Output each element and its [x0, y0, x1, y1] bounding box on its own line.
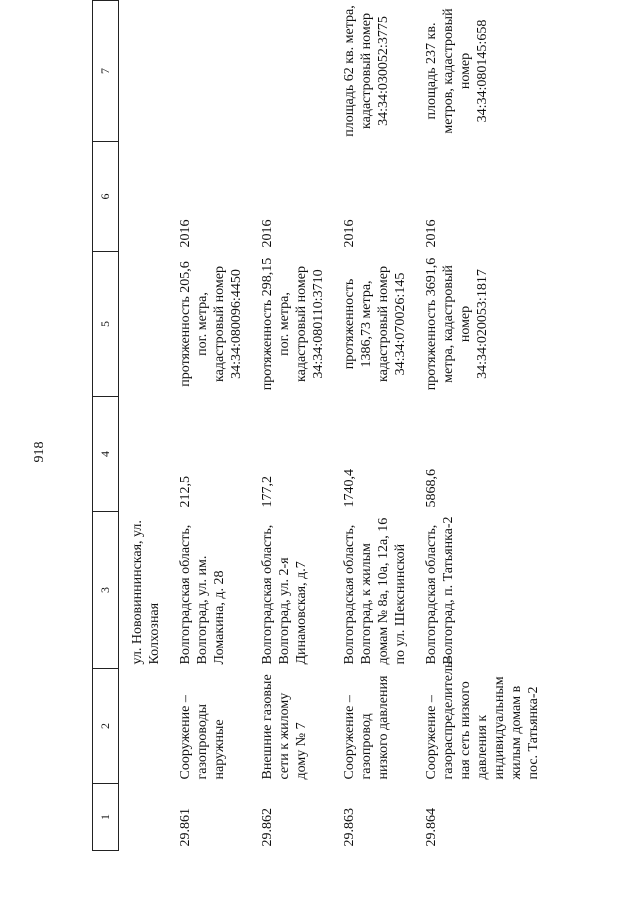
object-year: 2016 — [260, 219, 275, 248]
continuation-address: ул. Нововиннинская, ул. Колхозная — [130, 520, 162, 665]
row-number: 29.863 — [342, 808, 357, 847]
object-characteristics: протяженность 1386,73 метра, кадастровый номер 34:34:070026:145 — [342, 266, 408, 382]
row-number: 29.861 — [178, 808, 193, 847]
rotated-table-container — [92, 5, 541, 851]
object-characteristics: протяженность 3691,6 метра, кадастровый номер 34:34:020053:1817 — [424, 257, 490, 391]
object-name: Сооружение – газораспределитель-ная сеть низкого давления к индивидуальным жилым домам в пос. Татьянка-2 — [424, 656, 541, 780]
object-year: 2016 — [178, 219, 193, 248]
table-row — [255, 1, 337, 851]
object-address: Волгоградская область, Волгоград, п. Татьянка-2 — [424, 516, 456, 665]
column-header-4: 4 — [93, 397, 119, 512]
object-characteristics: протяженность 298,15 пог. метра, кадастровый номер 34:34:080110:3710 — [260, 257, 326, 391]
column-header-3: 3 — [93, 512, 119, 669]
page-number: 918 — [32, 441, 47, 463]
object-note — [255, 1, 337, 142]
table-row — [419, 1, 552, 851]
object-value: 1740,4 — [342, 469, 357, 508]
object-note: площадь 62 кв. метра, кадастровый номер 34:34:030052:3775 — [342, 5, 391, 137]
column-header-7: 7 — [93, 1, 119, 142]
column-header-2: 2 — [93, 669, 119, 784]
object-characteristics: протяженность 205,6 пог. метра, кадастровый номер 34:34:080096:4450 — [178, 261, 244, 387]
column-header-6: 6 — [93, 142, 119, 252]
object-address: Волгоградская область, Волгоград, к жилым домам № 8а, 10а, 12а, 16 по ул. Шекснинской — [342, 517, 408, 665]
object-note: площадь 237 кв. метров, кадастровый номер 34:34:080145:658 — [424, 8, 490, 134]
object-address: Волгоградская область, Волгоград, ул. 2-я Динамовская, д.7 — [260, 524, 309, 665]
row-number: 29.864 — [424, 808, 439, 847]
object-name: Внешние газовые сети к жилому дому № 7 — [260, 674, 309, 780]
column-header-5: 5 — [93, 252, 119, 397]
object-value: 5868,6 — [424, 469, 439, 508]
object-address: Волгоградская область, Волгоград, ул. им. Ломакина, д. 28 — [178, 524, 227, 665]
column-number-row — [93, 1, 119, 851]
table-row — [173, 1, 255, 851]
object-value: 212,5 — [178, 476, 193, 508]
object-name: Сооружение – газопроводы наружные — [178, 695, 227, 780]
object-value: 177,2 — [260, 476, 275, 508]
object-year: 2016 — [424, 219, 439, 248]
row-number: 29.862 — [260, 808, 275, 847]
object-name: Сооружение – газопровод низкого давления — [342, 675, 391, 780]
object-year: 2016 — [342, 219, 357, 248]
property-table — [92, 0, 552, 851]
column-header-1: 1 — [93, 784, 119, 851]
object-note — [173, 1, 255, 142]
table-row — [337, 1, 419, 851]
continuation-row — [119, 1, 174, 851]
